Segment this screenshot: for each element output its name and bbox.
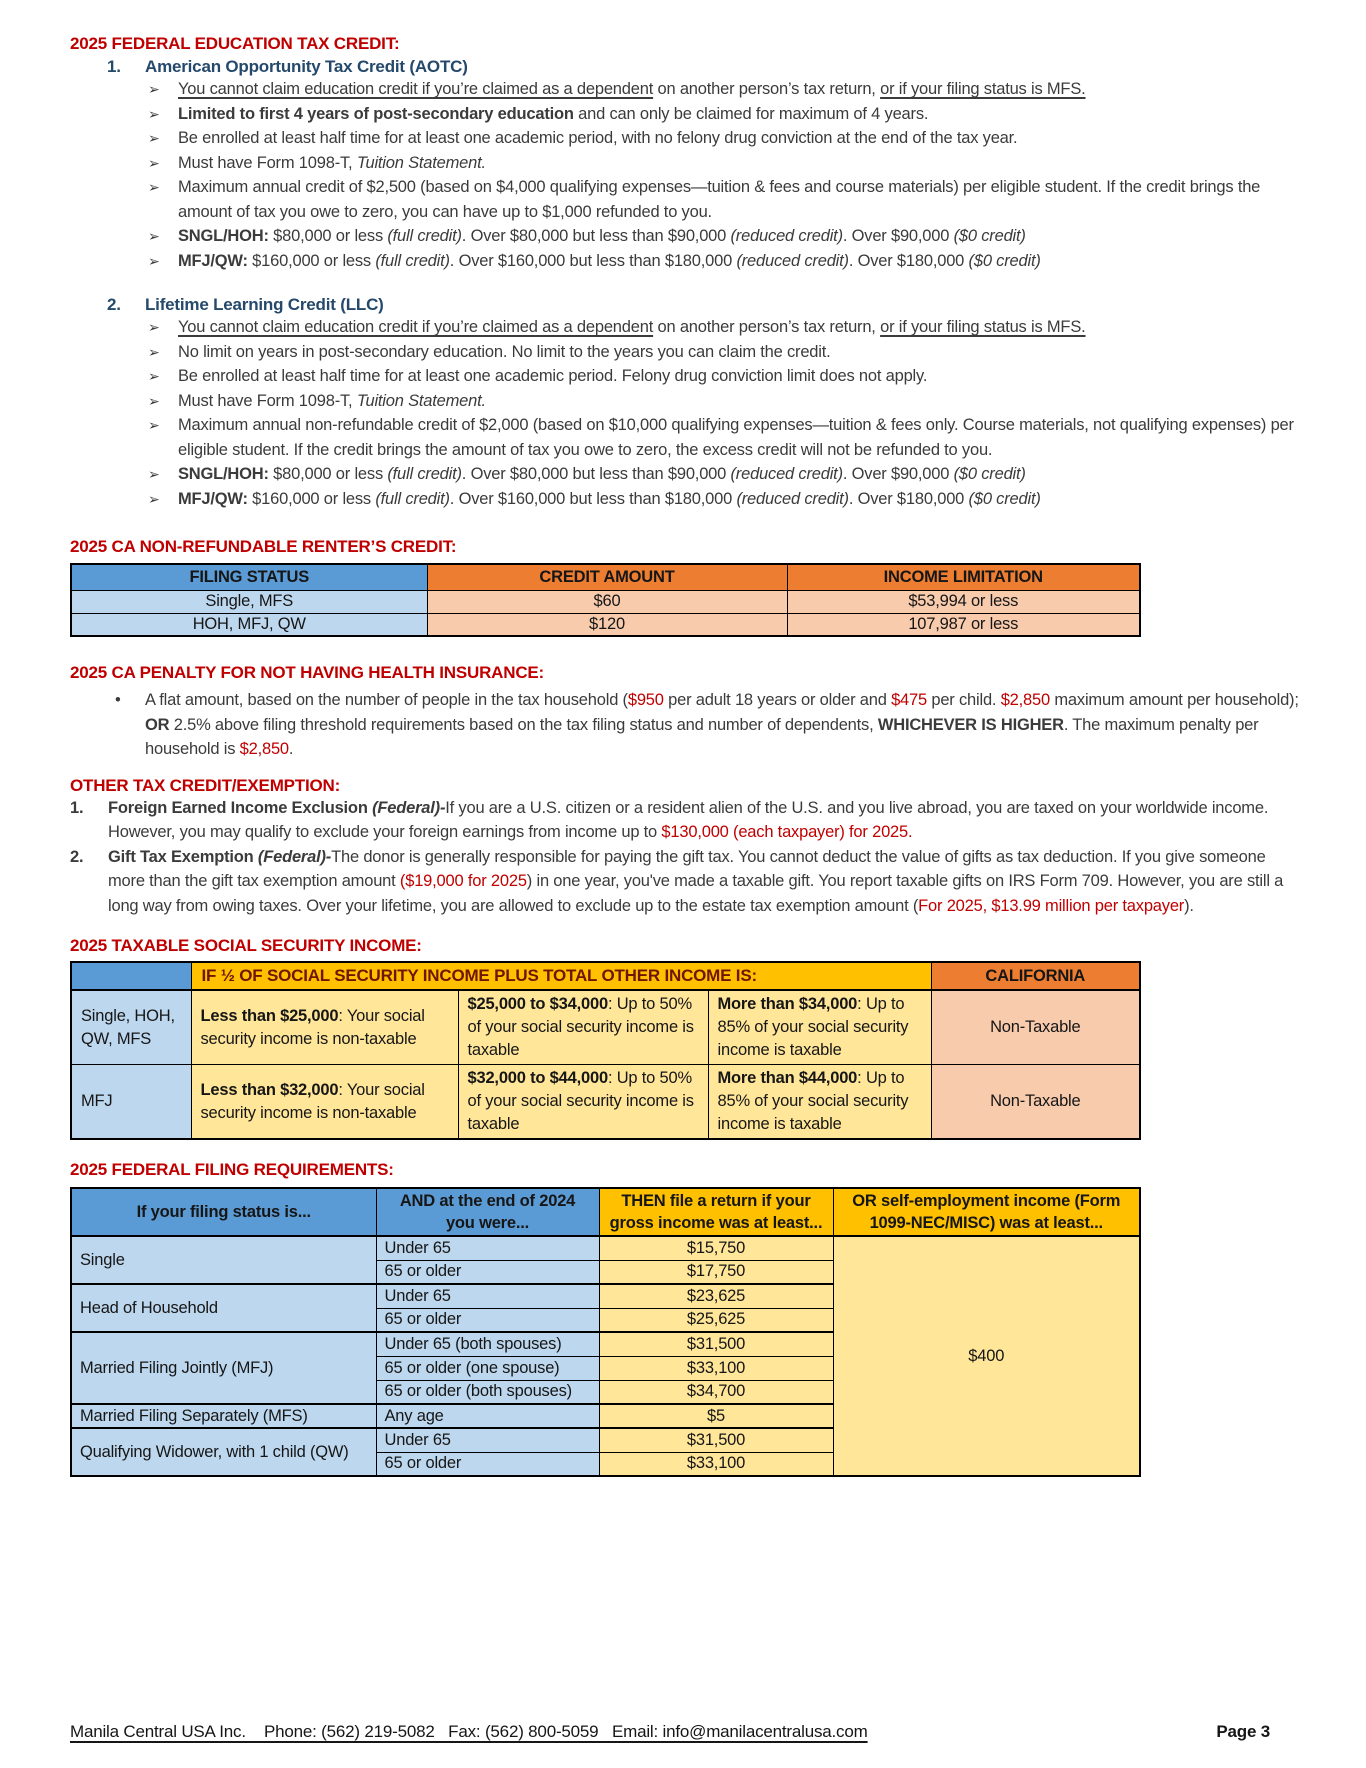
cell-age: 65 or older (both spouses)	[376, 1380, 599, 1404]
column-header-credit-amount: CREDIT AMOUNT	[427, 564, 787, 590]
column-header-self-employment: OR self-employment income (Form 1099-NEC/MISC) was at least...	[833, 1188, 1140, 1236]
cell-income: $17,750	[599, 1260, 833, 1284]
cell-filing-status: MFJ	[71, 1065, 191, 1140]
bullet-item	[70, 315, 1300, 340]
table-row	[71, 1065, 1140, 1140]
arrow-bullet-icon: ➢	[148, 490, 160, 507]
item-number: 2.	[107, 295, 121, 314]
bullet-text: SNGL/HOH: $80,000 or less (full credit). Over $80,000 but less than $90,000 (reduced credit). Over $90,000 ($0 credit)	[178, 465, 1026, 483]
subheading-aotc-label: American Opportunity Tax Credit (AOTC)	[145, 57, 468, 76]
bullet-item	[70, 175, 1300, 224]
table-row	[71, 613, 1140, 636]
bullet-text: Limited to first 4 years of post-secondary education and can only be claimed for maximum of 4 years.	[178, 104, 929, 123]
cell-california: Non-Taxable	[931, 1065, 1140, 1140]
cell-income-limitation: 107,987 or less	[787, 613, 1140, 636]
column-header-california: CALIFORNIA	[931, 962, 1140, 990]
bullet-item	[70, 126, 1300, 151]
other-item-gift-tax	[70, 845, 1300, 919]
subheading-llc	[70, 295, 1300, 315]
cell-income: $31,500	[599, 1428, 833, 1452]
arrow-bullet-icon: ➢	[148, 154, 160, 171]
llc-bullet-list	[70, 315, 1300, 511]
item-number: 2.	[70, 847, 84, 866]
penalty-bullet	[70, 688, 1300, 762]
bullet-item	[70, 487, 1300, 512]
bullet-text: No limit on years in post-secondary education. No limit to the years you can claim the credit.	[178, 342, 831, 361]
cell-threshold-mid: $32,000 to $44,000: Up to 50% of your social security income is taxable	[458, 1065, 708, 1140]
cell-self-employment: $400	[833, 1236, 1140, 1476]
arrow-bullet-icon: ➢	[148, 392, 160, 409]
social-security-table	[70, 961, 1141, 1140]
section-heading-other-credits: OTHER TAX CREDIT/EXEMPTION:	[70, 775, 341, 795]
arrow-bullet-icon: ➢	[148, 252, 160, 269]
cell-income: $15,750	[599, 1236, 833, 1260]
subheading-aotc	[70, 57, 1300, 77]
bullet-text: MFJ/QW: $160,000 or less (full credit). Over $160,000 but less than $180,000 (reduced credit). Over $180,000 ($0 credit)	[178, 489, 1041, 508]
bullet-item	[70, 102, 1300, 127]
arrow-bullet-icon: ➢	[148, 81, 160, 97]
cell-age: Under 65 (both spouses)	[376, 1332, 599, 1356]
cell-credit-amount: $120	[427, 613, 787, 636]
section-heading-filing-requirements: 2025 FEDERAL FILING REQUIREMENTS:	[70, 1160, 394, 1179]
cell-age: Any age	[376, 1404, 599, 1428]
cell-threshold-low: Less than $32,000: Your social security income is non-taxable	[191, 1065, 458, 1140]
table-header-row	[71, 1188, 1140, 1236]
cell-income: $31,500	[599, 1332, 833, 1356]
section-heading-education: 2025 FEDERAL EDUCATION TAX CREDIT:	[70, 34, 400, 53]
bullet-item	[70, 249, 1300, 274]
dot-bullet-icon: •	[115, 691, 121, 709]
bullet-item	[70, 151, 1300, 176]
item-number: 1.	[107, 57, 121, 76]
bullet-item	[70, 462, 1300, 487]
table-row	[71, 990, 1140, 1065]
cell-income-limitation: $53,994 or less	[787, 590, 1140, 613]
corner-header-cell	[71, 962, 191, 990]
arrow-bullet-icon: ➢	[148, 179, 160, 195]
bullet-text: MFJ/QW: $160,000 or less (full credit). Over $160,000 but less than $180,000 (reduced credit). Over $180,000 ($0 credit)	[178, 251, 1041, 270]
bullet-text: You cannot claim education credit if you’re claimed as a dependent on another person’s tax return, or if your filing status is MFS.	[178, 80, 1086, 98]
page-footer	[70, 1722, 1270, 1742]
other-item-foreign-earned-income	[70, 796, 1300, 845]
table-header-row	[71, 962, 1140, 990]
cell-age: Under 65	[376, 1284, 599, 1308]
page-number: Page 3	[1216, 1722, 1270, 1741]
cell-filing-status: Single, MFS	[71, 590, 427, 613]
cell-age: 65 or older	[376, 1452, 599, 1476]
cell-status-mfj: Married Filing Jointly (MFJ)	[71, 1332, 376, 1404]
column-header-ss-income: IF ½ OF SOCIAL SECURITY INCOME PLUS TOTAL OTHER INCOME IS:	[191, 962, 931, 990]
bullet-text: Must have Form 1098-T, Tuition Statement.	[178, 153, 486, 172]
cell-threshold-mid: $25,000 to $34,000: Up to 50% of your social security income is taxable	[458, 990, 708, 1065]
bullet-item	[70, 224, 1300, 249]
arrow-bullet-icon: ➢	[148, 368, 160, 384]
aotc-bullet-list	[70, 77, 1300, 273]
cell-age: 65 or older (one spouse)	[376, 1356, 599, 1380]
bullet-text: You cannot claim education credit if you’re claimed as a dependent on another person’s tax return, or if your filing status is MFS.	[178, 318, 1086, 336]
bullet-text: Must have Form 1098-T, Tuition Statement.	[178, 391, 486, 410]
bullet-item	[70, 364, 1300, 389]
cell-status-qw: Qualifying Widower, with 1 child (QW)	[71, 1428, 376, 1476]
bullet-item	[70, 413, 1300, 462]
cell-california: Non-Taxable	[931, 990, 1140, 1065]
cell-status-hoh: Head of Household	[71, 1284, 376, 1332]
cell-income: $25,625	[599, 1308, 833, 1332]
bullet-item	[70, 389, 1300, 414]
arrow-bullet-icon: ➢	[148, 228, 160, 244]
column-header-income-limitation: INCOME LIMITATION	[787, 564, 1140, 590]
bullet-text: Maximum annual non-refundable credit of $2,000 (based on $10,000 qualifying expenses—tuition & fees only. Course materials, not qualifying expenses) per eligible student. If the credit brings the amount of tax you owe to zero, the excess credit will not be refunded to you.	[178, 416, 1294, 459]
column-header-gross-income: THEN file a return if your gross income was at least...	[599, 1188, 833, 1236]
penalty-text: A flat amount, based on the number of people in the tax household ($950 per adult 18 years or older and $475 per child. $2,850 maximum amount per household); OR 2.5% above filing threshold requirements based on the tax filing status and number of dependents, WHICHEVER IS HIGHER. The maximum penalty per household is $2,850.	[145, 691, 1299, 758]
filing-requirements-table	[70, 1187, 1141, 1477]
cell-filing-status: Single, HOH, QW, MFS	[71, 990, 191, 1065]
arrow-bullet-icon: ➢	[148, 343, 160, 360]
cell-income: $23,625	[599, 1284, 833, 1308]
table-header-row	[71, 564, 1140, 590]
cell-age: Under 65	[376, 1236, 599, 1260]
table-row	[71, 1236, 1140, 1260]
bullet-text: Maximum annual credit of $2,500 (based on $4,000 qualifying expenses—tuition & fees and course materials) per eligible student. If the credit brings the amount of tax you owe to zero, you can have up to $1,000 refunded to you.	[178, 178, 1261, 221]
renters-credit-table	[70, 563, 1141, 637]
cell-age: Under 65	[376, 1428, 599, 1452]
arrow-bullet-icon: ➢	[148, 319, 160, 335]
column-header-age: AND at the end of 2024 you were...	[376, 1188, 599, 1236]
cell-threshold-high: More than $44,000: Up to 85% of your social security income is taxable	[708, 1065, 931, 1140]
bullet-text: Be enrolled at least half time for at least one academic period, with no felony drug conviction at the end of the tax year.	[178, 129, 1018, 147]
cell-income: $33,100	[599, 1356, 833, 1380]
footer-contact-info: Manila Central USA Inc. Phone: (562) 219-5082 Fax: (562) 800-5059 Email: info@manilacentralusa.com	[70, 1722, 868, 1741]
bullet-item	[70, 340, 1300, 365]
cell-income: $5	[599, 1404, 833, 1428]
arrow-bullet-icon: ➢	[148, 466, 160, 482]
bullet-text: Be enrolled at least half time for at least one academic period. Felony drug conviction limit does not apply.	[178, 367, 928, 385]
arrow-bullet-icon: ➢	[148, 417, 160, 433]
section-heading-renters-credit: 2025 CA NON-REFUNDABLE RENTER’S CREDIT:	[70, 537, 457, 556]
cell-income: $34,700	[599, 1380, 833, 1404]
cell-age: 65 or older	[376, 1308, 599, 1332]
cell-status-single: Single	[71, 1236, 376, 1284]
cell-income: $33,100	[599, 1452, 833, 1476]
cell-age: 65 or older	[376, 1260, 599, 1284]
cell-threshold-low: Less than $25,000: Your social security income is non-taxable	[191, 990, 458, 1065]
column-header-filing-status: FILING STATUS	[71, 564, 427, 590]
bullet-item	[70, 77, 1300, 102]
table-row	[71, 590, 1140, 613]
arrow-bullet-icon: ➢	[148, 130, 160, 146]
cell-filing-status: HOH, MFJ, QW	[71, 613, 427, 636]
section-heading-health-penalty: 2025 CA PENALTY FOR NOT HAVING HEALTH INSURANCE:	[70, 663, 544, 682]
column-header-filing-status: If your filing status is...	[71, 1188, 376, 1236]
bullet-text: SNGL/HOH: $80,000 or less (full credit). Over $80,000 but less than $90,000 (reduced credit). Over $90,000 ($0 credit)	[178, 227, 1026, 245]
cell-credit-amount: $60	[427, 590, 787, 613]
arrow-bullet-icon: ➢	[148, 105, 160, 122]
cell-status-mfs: Married Filing Separately (MFS)	[71, 1404, 376, 1428]
subheading-llc-label: Lifetime Learning Credit (LLC)	[145, 295, 384, 314]
other-item-text: Foreign Earned Income Exclusion (Federal)-If you are a U.S. citizen or a resident alien of the U.S. and you live abroad, you are taxed on your worldwide income. However, you may qualify to exclude your foreign earnings from income up to $130,000 (each taxpayer) for 2025.	[108, 798, 1269, 841]
item-number: 1.	[70, 798, 84, 817]
cell-threshold-high: More than $34,000: Up to 85% of your social security income is taxable	[708, 990, 931, 1065]
other-item-text: Gift Tax Exemption (Federal)-The donor is generally responsible for paying the gift tax. You cannot deduct the value of gifts as tax deduction. If you give someone more than the gift tax exemption amount ($19,000 for 2025) in one year, you've made a taxable gift. You report taxable gifts on IRS Form 709. However, you are still a long way from owing taxes. Over your lifetime, you are allowed to exclude up to the estate tax exemption amount (For 2025, $13.99 million per taxpayer).	[108, 847, 1284, 915]
section-heading-social-security: 2025 TAXABLE SOCIAL SECURITY INCOME:	[70, 936, 422, 955]
